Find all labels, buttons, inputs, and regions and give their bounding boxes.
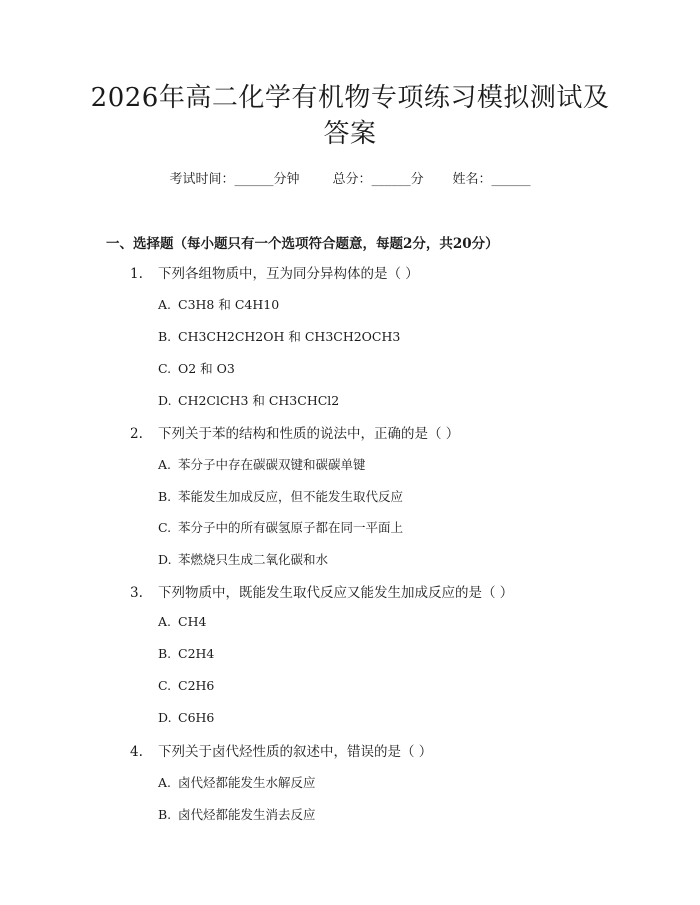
question-2 xyxy=(130,422,459,442)
option-letter: A. xyxy=(158,457,172,472)
page-title: 2026年高二化学有机物专项练习模拟测试及答案 xyxy=(90,83,610,149)
option-text: 苯分子中的所有碳氢原子都在同一平面上 xyxy=(178,520,404,535)
option-text: C2H4 xyxy=(178,646,215,661)
question-2-option-c xyxy=(158,518,403,536)
question-number: 3. xyxy=(130,585,143,601)
option-letter: A. xyxy=(158,775,172,790)
option-text: C2H6 xyxy=(178,678,215,693)
question-text: 下列关于苯的结构和性质的说法中，正确的是（ ） xyxy=(158,426,460,442)
option-text: O2 和 O3 xyxy=(178,361,235,376)
option-letter: B. xyxy=(158,329,172,344)
option-letter: D. xyxy=(158,552,172,567)
question-3-option-b xyxy=(158,646,214,661)
option-text: CH4 xyxy=(178,614,207,629)
question-number: 4. xyxy=(130,744,143,760)
option-letter: A. xyxy=(158,297,172,312)
question-1-option-d xyxy=(158,391,339,409)
question-number: 1. xyxy=(130,266,143,282)
option-text: 卤代烃都能发生水解反应 xyxy=(178,775,316,790)
score-blank: ______ xyxy=(371,172,411,187)
section-heading: 一、选择题（每小题只有一个选项符合题意，每题2分，共20分） xyxy=(106,236,499,252)
name-blank: ______ xyxy=(491,172,531,187)
score-label: 总分： xyxy=(332,172,372,187)
option-letter: C. xyxy=(158,520,172,535)
question-3-option-d xyxy=(158,710,214,725)
question-text: 下列物质中，既能发生取代反应又能发生加成反应的是（ ） xyxy=(158,585,514,601)
time-unit: 分钟 xyxy=(273,172,300,187)
question-3-option-c xyxy=(158,678,214,693)
question-3 xyxy=(130,581,513,601)
question-1-option-c xyxy=(158,359,235,377)
question-2-option-d xyxy=(158,550,328,568)
option-letter: C. xyxy=(158,678,172,693)
question-1-option-a xyxy=(158,295,279,313)
question-4-option-b xyxy=(158,805,316,823)
option-text: C6H6 xyxy=(178,710,215,725)
time-label: 考试时间： xyxy=(169,172,235,187)
question-4-option-a xyxy=(158,773,316,791)
question-number: 2. xyxy=(130,426,143,442)
question-text: 下列各组物质中，互为同分异构体的是（ ） xyxy=(158,266,419,282)
option-text: C3H8 和 C4H10 xyxy=(178,297,280,312)
option-letter: A. xyxy=(158,614,172,629)
option-letter: B. xyxy=(158,646,172,661)
option-letter: B. xyxy=(158,807,172,822)
question-3-option-a xyxy=(158,614,206,629)
option-text: CH3CH2CH2OH 和 CH3CH2OCH3 xyxy=(178,329,401,344)
option-text: 苯能发生加成反应，但不能发生取代反应 xyxy=(178,489,404,504)
question-text: 下列关于卤代烃性质的叙述中，错误的是（ ） xyxy=(158,744,433,760)
score-unit: 分 xyxy=(410,172,424,187)
option-letter: D. xyxy=(158,393,172,408)
option-text: 卤代烃都能发生消去反应 xyxy=(178,807,316,822)
option-letter: D. xyxy=(158,710,172,725)
option-letter: C. xyxy=(158,361,172,376)
option-text: 苯燃烧只生成二氧化碳和水 xyxy=(178,552,329,567)
question-4 xyxy=(130,740,432,760)
time-blank: ______ xyxy=(234,172,274,187)
question-2-option-b xyxy=(158,487,403,505)
option-text: CH2ClCH3 和 CH3CHCl2 xyxy=(178,393,340,408)
question-2-option-a xyxy=(158,455,366,473)
option-letter: B. xyxy=(158,489,172,504)
exam-meta xyxy=(0,168,700,187)
option-text: 苯分子中存在碳碳双键和碳碳单键 xyxy=(178,457,366,472)
question-1-option-b xyxy=(158,327,400,345)
question-1 xyxy=(130,262,419,282)
name-label: 姓名： xyxy=(452,172,492,187)
